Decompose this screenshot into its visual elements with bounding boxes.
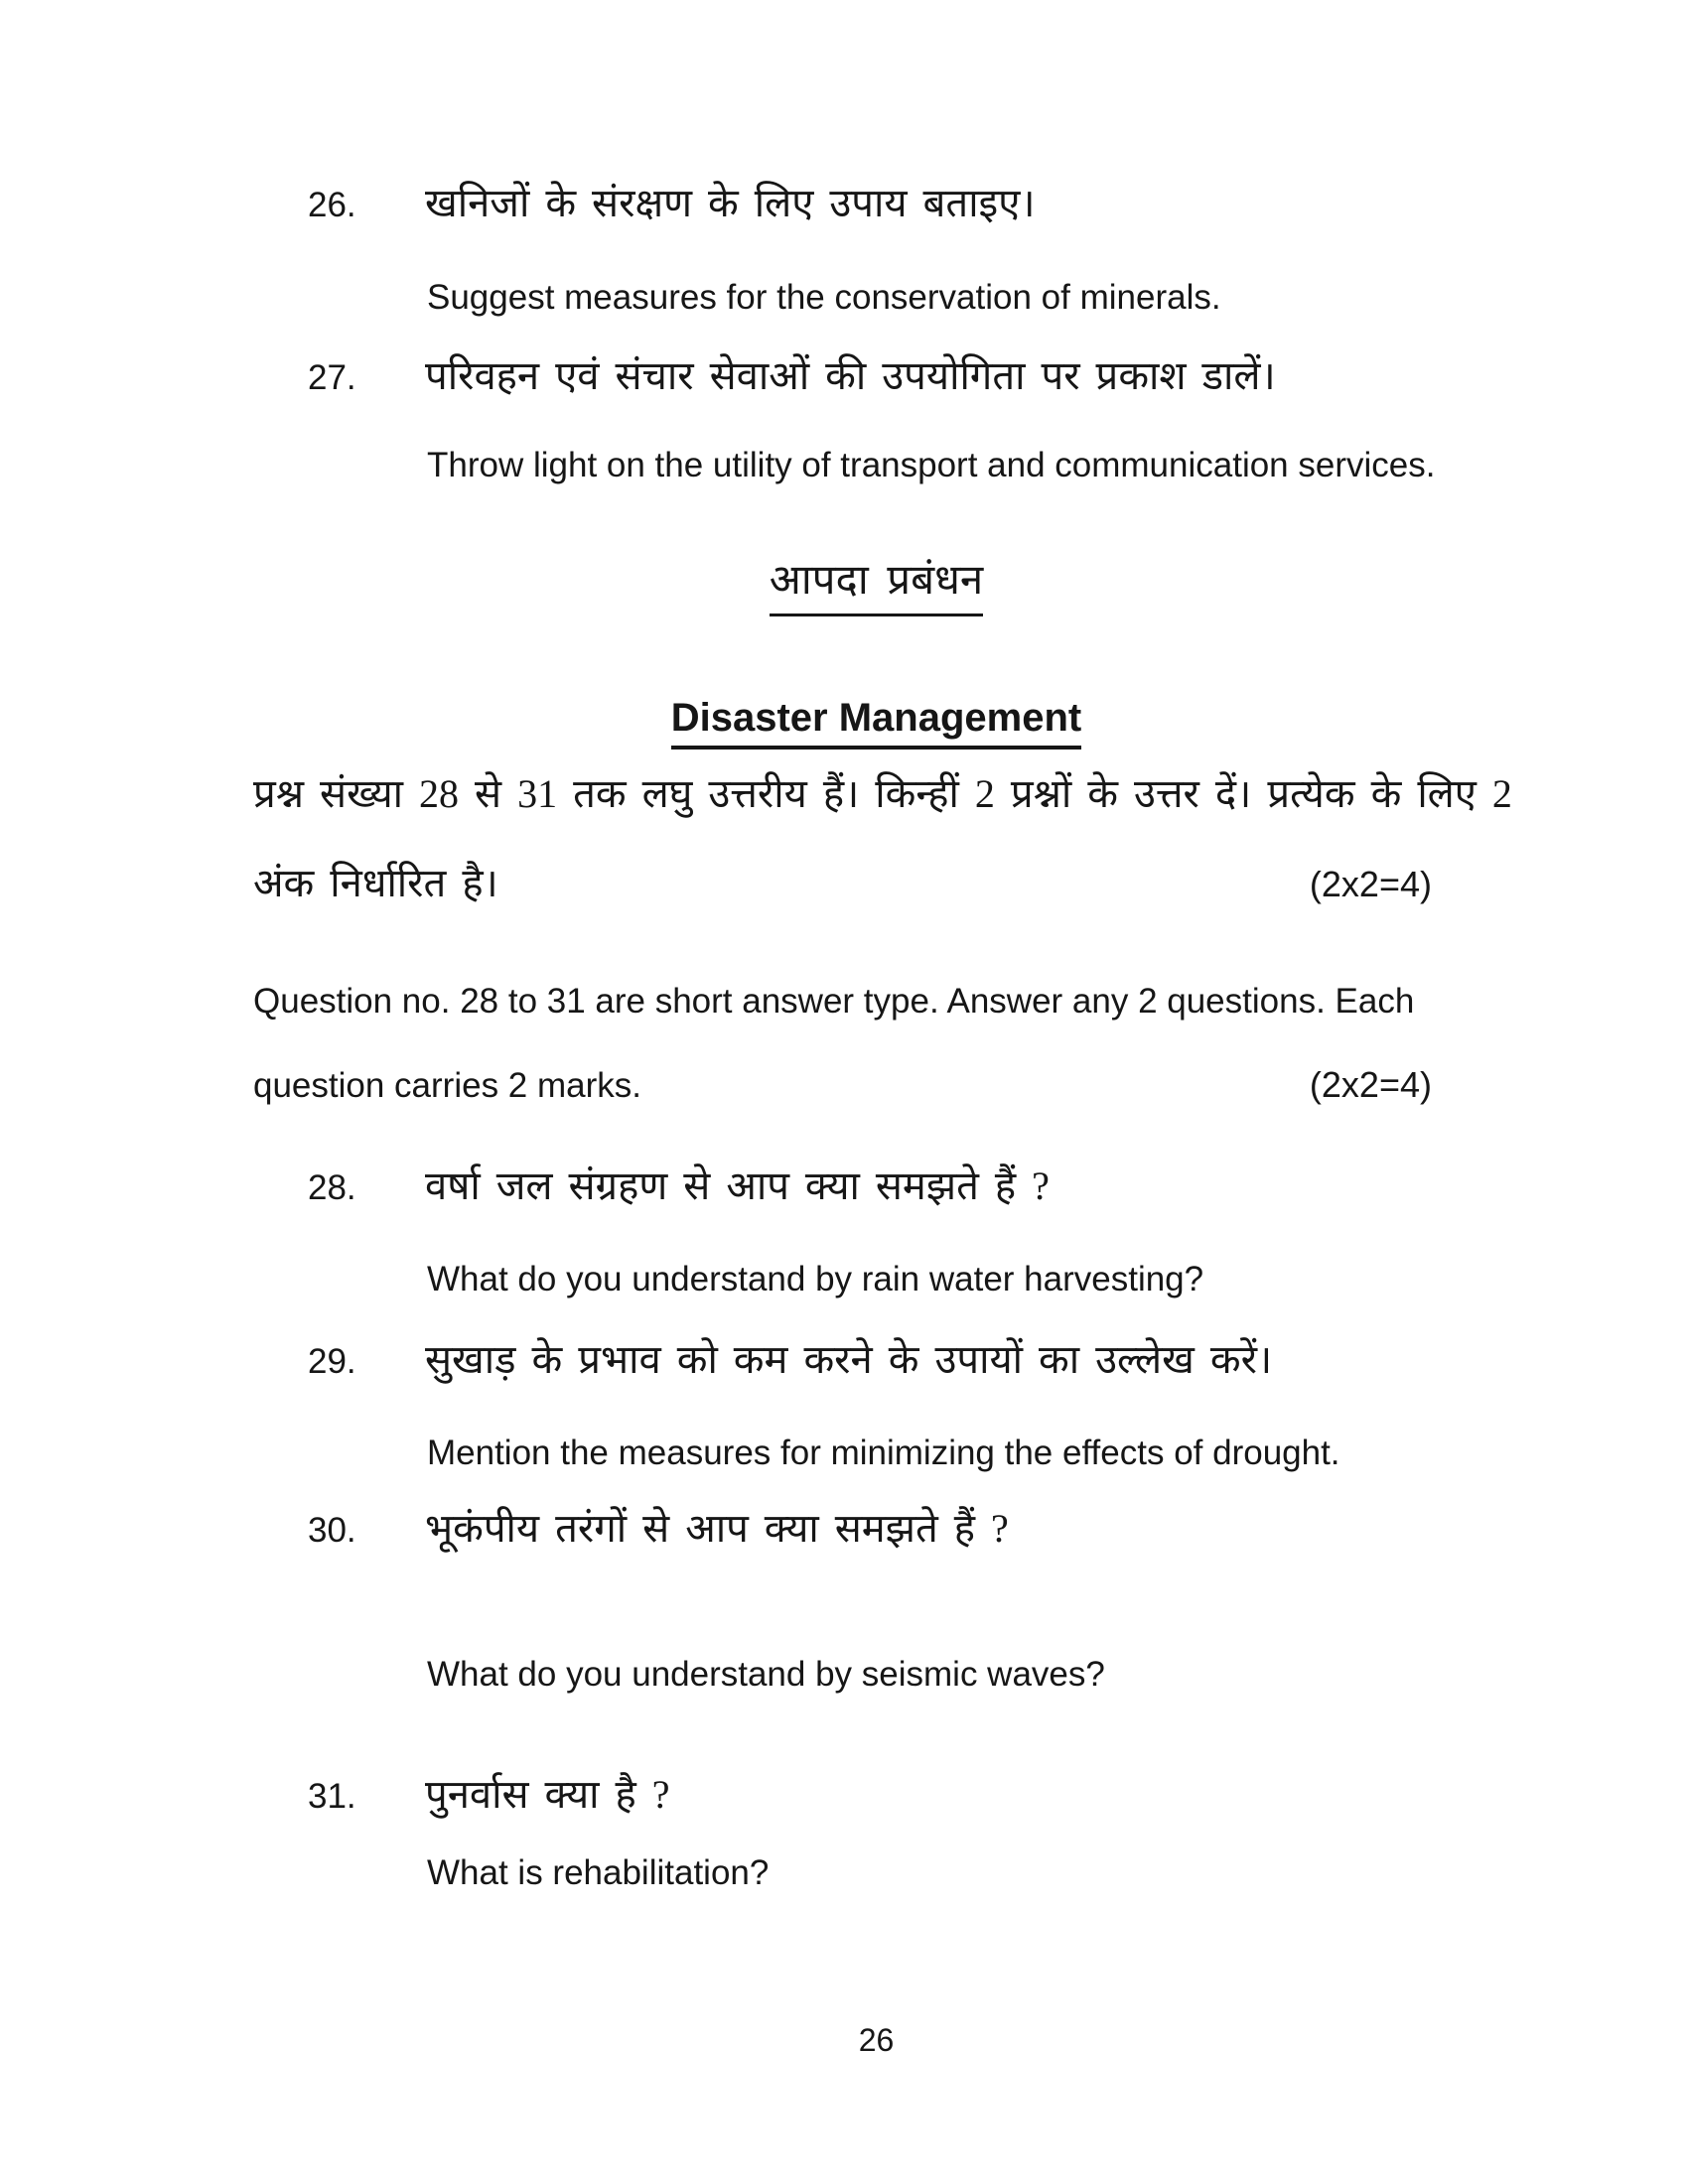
question-row-26 [308, 180, 1035, 227]
instructions-english-line2: question carries 2 marks. [253, 1066, 641, 1105]
section-heading-english [253, 694, 1499, 750]
question-text-hindi: परिवहन एवं संचार सेवाओं की उपयोगिता पर प्रकाश डालें। [425, 353, 1276, 398]
question-text-english: Mention the measures for minimizing the effects of drought. [427, 1433, 1340, 1472]
question-text-english: What do you understand by seismic waves? [427, 1655, 1105, 1694]
question-number: 26. [308, 186, 356, 224]
section-heading-hindi [253, 556, 1499, 616]
question-row-30 [308, 1505, 1009, 1553]
instructions-hindi-line1: प्रश्न संख्या 28 से 31 तक लघु उत्तरीय हैं। किन्हीं 2 प्रश्नों के उत्तर दें। प्रत्येक के लिए 2 [253, 771, 1512, 816]
marks-scheme-english: (2x2=4) [1309, 1064, 1432, 1105]
question-number: 29. [308, 1342, 356, 1381]
page-number: 26 [858, 2022, 895, 2058]
question-row-28 [308, 1162, 1050, 1210]
question-text-hindi: वर्षा जल संग्रहण से आप क्या समझते हैं ? [425, 1163, 1050, 1208]
question-text-hindi: खनिजों के संरक्षण के लिए उपाय बताइए। [425, 181, 1036, 225]
instructions-english-line2-row [253, 1063, 1499, 1107]
question-number: 30. [308, 1511, 356, 1550]
marks-scheme-hindi: (2x2=4) [1309, 864, 1432, 904]
question-number: 27. [308, 358, 356, 397]
section-heading-hindi-text: आपदा प्रबंधन [770, 556, 983, 616]
instructions-hindi-line2: अंक निर्धारित है। [253, 861, 498, 905]
question-text-english: Throw light on the utility of transport and communication services. [427, 446, 1436, 484]
question-text-hindi: पुनर्वास क्या है ? [425, 1772, 670, 1817]
question-text-hindi: सुखाड़ के प्रभाव को कम करने के उपायों का उल्लेख करें। [425, 1337, 1273, 1382]
question-text-english: What is rehabilitation? [427, 1853, 770, 1892]
question-row-29 [308, 1336, 1272, 1384]
question-number: 31. [308, 1777, 356, 1816]
question-number: 28. [308, 1168, 356, 1207]
question-text-english: Suggest measures for the conservation of minerals. [427, 278, 1221, 317]
question-text-english: What do you understand by rain water harvesting? [427, 1260, 1204, 1298]
instructions-hindi-line2-row [253, 860, 1499, 907]
question-row-31 [308, 1771, 670, 1819]
question-text-hindi: भूकंपीय तरंगों से आप क्या समझते हैं ? [425, 1506, 1009, 1551]
instructions-english-line1: Question no. 28 to 31 are short answer type. Answer any 2 questions. Each [253, 982, 1415, 1021]
section-heading-english-text: Disaster Management [671, 694, 1081, 750]
question-row-27 [308, 352, 1276, 400]
